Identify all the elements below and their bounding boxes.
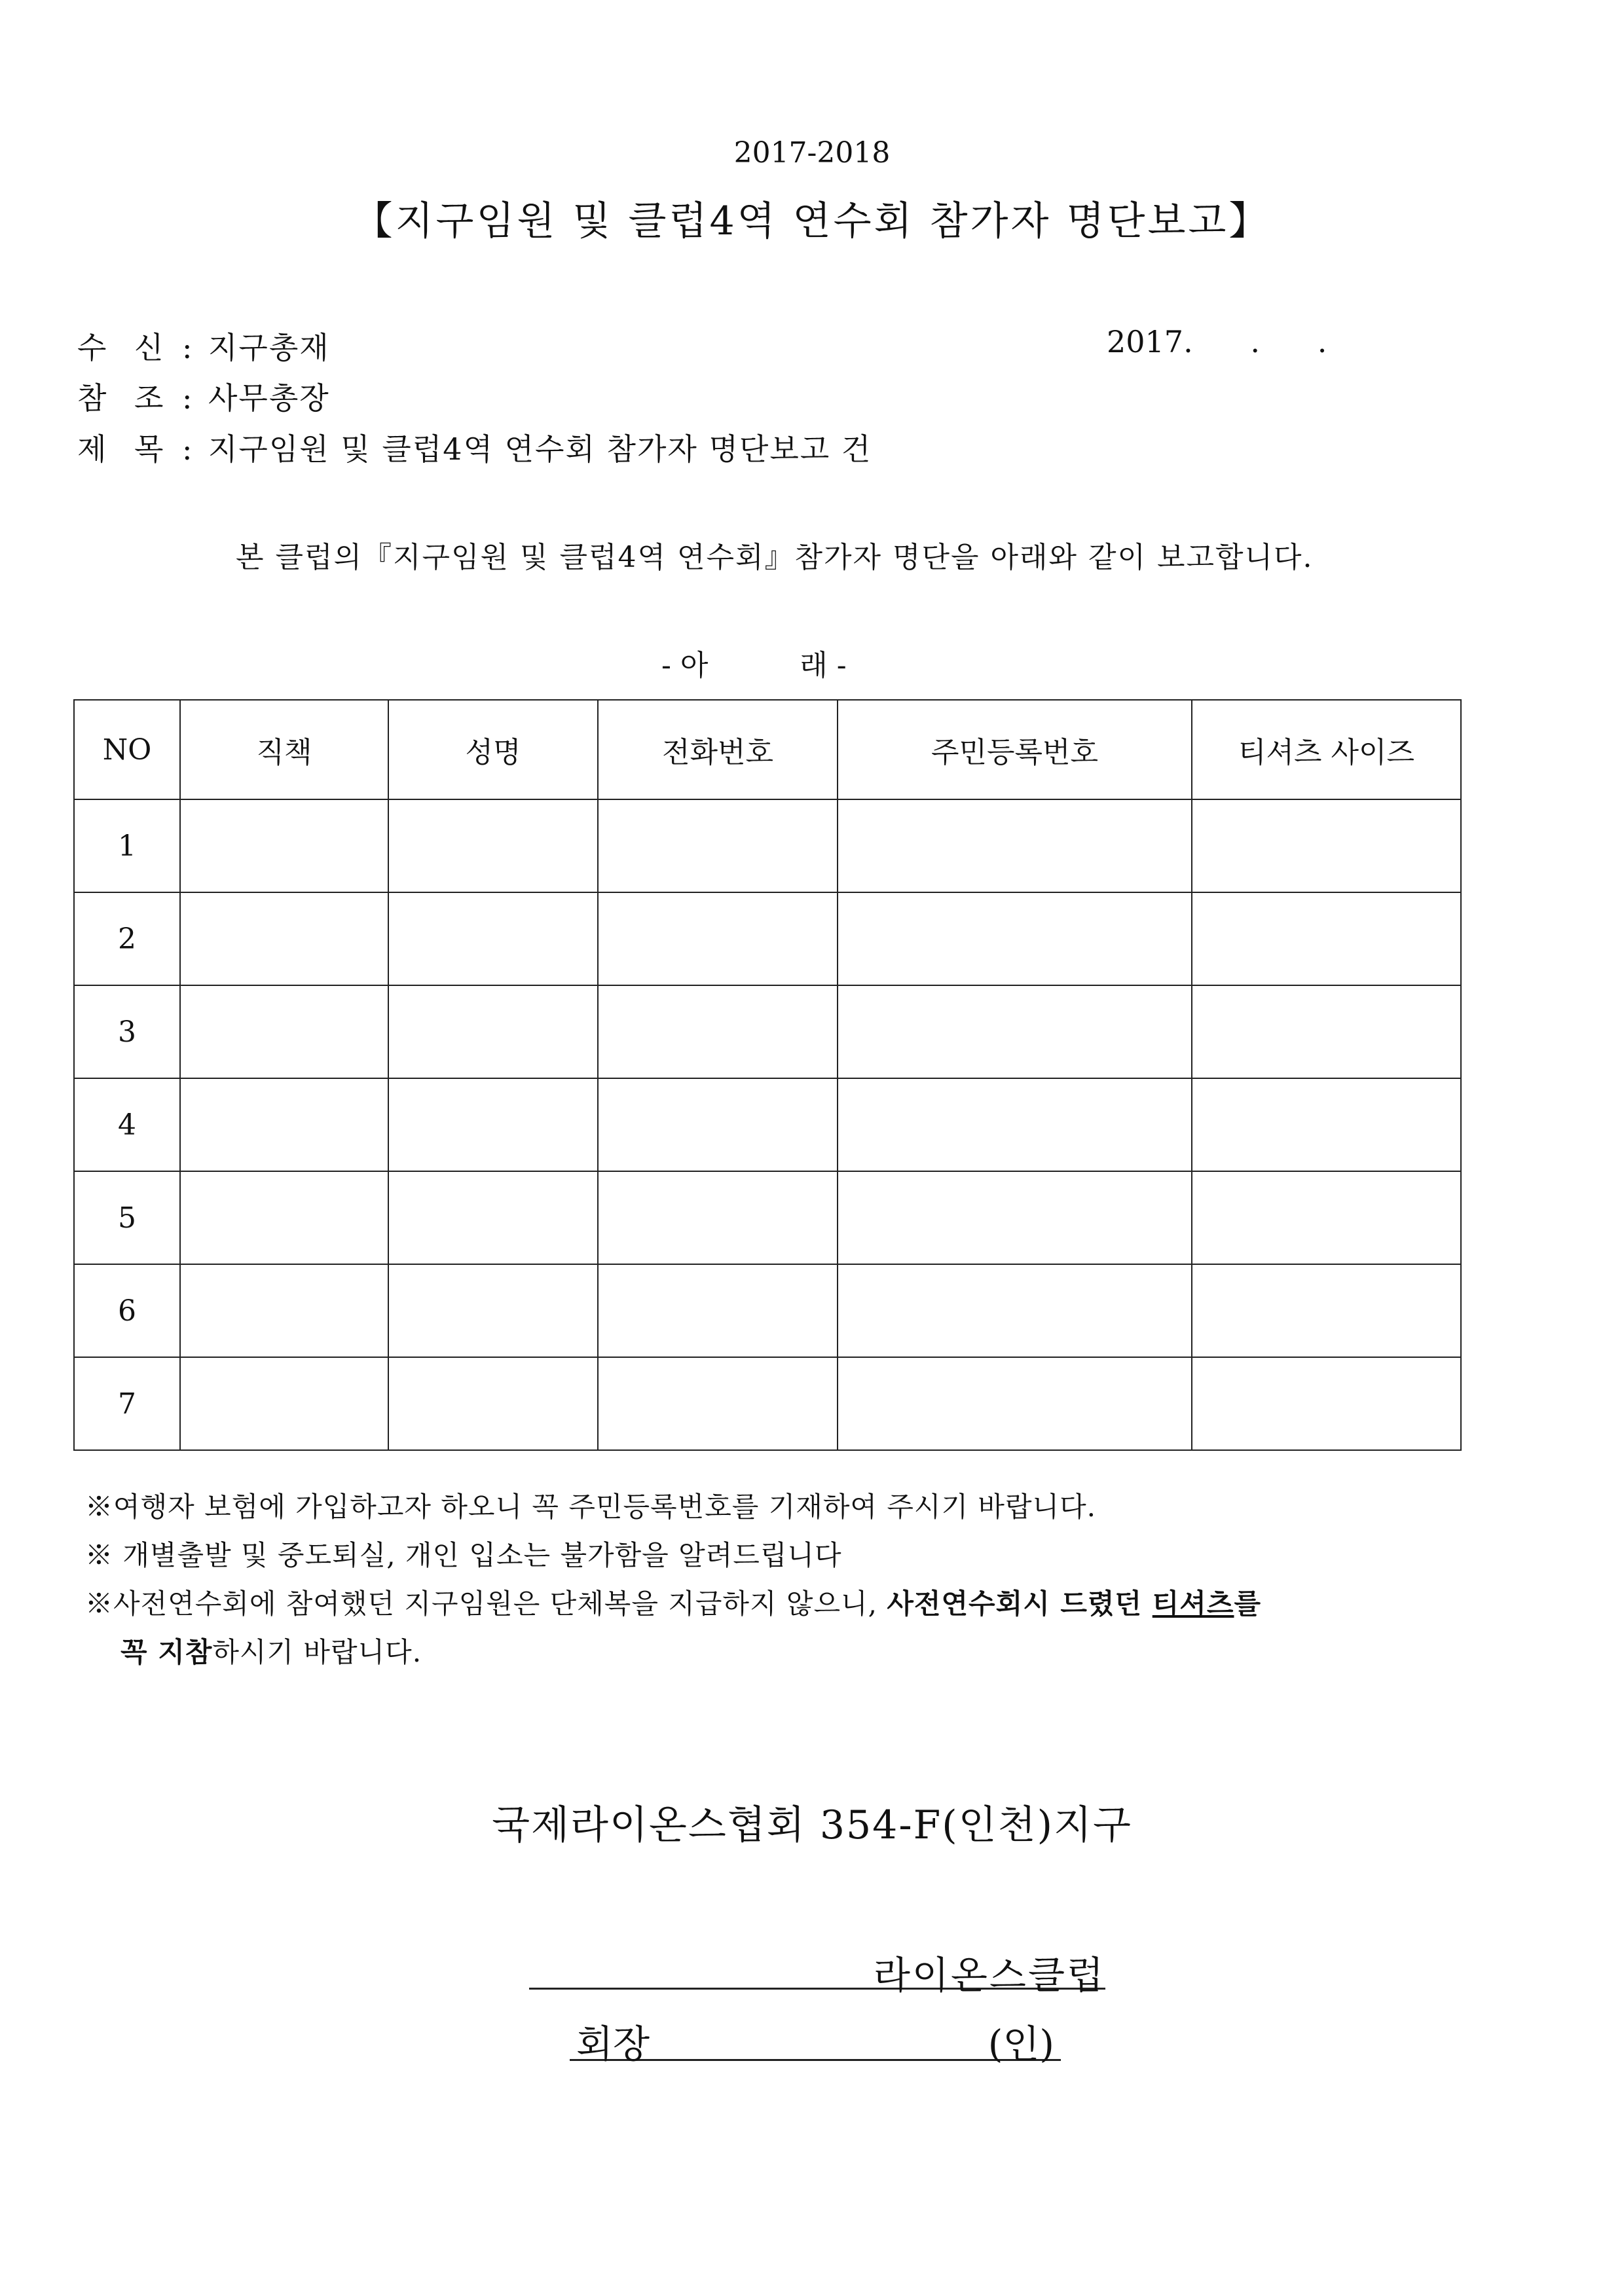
note-tshirt-underlined: 티셔츠	[1152, 1588, 1234, 1620]
below-heading: - 아 래 -	[661, 649, 847, 682]
reference-value: 사무총장	[208, 380, 330, 416]
subject-label: 제 목	[77, 431, 173, 467]
row-number: 2	[74, 892, 180, 985]
cell-phone[interactable]	[598, 892, 838, 985]
row-number: 6	[74, 1264, 180, 1357]
subject-value: 지구임원 및 클럽4역 연수회 참가자 명단보고 건	[208, 431, 872, 467]
cell-tshirt-size[interactable]	[1192, 799, 1461, 892]
seal-mark: (인)	[987, 2022, 1054, 2066]
cell-resident-id[interactable]	[838, 1078, 1192, 1171]
table-row	[74, 1264, 1461, 1357]
notes-block	[85, 1483, 1261, 1677]
note-tshirt-continued	[85, 1628, 1261, 1677]
subject-line	[77, 426, 872, 469]
cell-position[interactable]	[180, 799, 388, 892]
cell-resident-id[interactable]	[838, 1357, 1192, 1450]
col-header-position: 직책	[180, 700, 388, 799]
row-number: 3	[74, 985, 180, 1078]
table-row	[74, 1078, 1461, 1171]
table-header-row	[74, 700, 1461, 799]
cell-phone[interactable]	[598, 1264, 838, 1357]
note-insurance: ※여행자 보험에 가입하고자 하오니 꼭 주민등록번호를 기재하여 주시기 바랍니다.	[85, 1491, 1097, 1523]
col-header-no: NO	[74, 700, 180, 799]
cell-position[interactable]	[180, 1357, 388, 1450]
president-label: 회장	[576, 2022, 650, 2066]
col-header-phone: 전화번호	[598, 700, 838, 799]
cell-phone[interactable]	[598, 1171, 838, 1264]
report-date: 2017. . .	[1107, 324, 1327, 359]
intro-sentence: 본 클럽의『지구임원 및 클럽4역 연수회』참가자 명단을 아래와 같이 보고합니다.	[236, 541, 1314, 574]
cell-name[interactable]	[388, 1171, 598, 1264]
document-title: 【지구임원 및 클럽4역 연수회 참가자 명단보고】	[353, 198, 1271, 244]
reference-line	[77, 374, 330, 418]
cell-tshirt-size[interactable]	[1192, 985, 1461, 1078]
cell-tshirt-size[interactable]	[1192, 1078, 1461, 1171]
note-tshirt-bold: 사전연수회시 드렸던	[887, 1588, 1153, 1620]
colon: :	[182, 330, 194, 365]
row-number: 1	[74, 799, 180, 892]
cell-name[interactable]	[388, 985, 598, 1078]
table-row	[74, 799, 1461, 892]
recipient-line	[77, 324, 330, 367]
colon: :	[182, 380, 194, 416]
table-row	[74, 892, 1461, 985]
cell-resident-id[interactable]	[838, 892, 1192, 985]
table-row	[74, 1171, 1461, 1264]
cell-tshirt-size[interactable]	[1192, 1357, 1461, 1450]
cell-phone[interactable]	[598, 1078, 838, 1171]
table-row	[74, 985, 1461, 1078]
note-bring-rest: 하시기 바랍니다.	[212, 1636, 422, 1668]
note-tshirt-part: ※사전연수회에 참여했던 지구임원은 단체복을 지급하지 않으니,	[85, 1588, 887, 1620]
cell-name[interactable]	[388, 1078, 598, 1171]
table-row	[74, 1357, 1461, 1450]
cell-position[interactable]	[180, 892, 388, 985]
participant-table	[73, 699, 1462, 1451]
club-suffix: 라이온스클럽	[873, 1953, 1105, 1997]
note-tshirt	[85, 1580, 1261, 1628]
cell-position[interactable]	[180, 985, 388, 1078]
cell-resident-id[interactable]	[838, 1171, 1192, 1264]
cell-tshirt-size[interactable]	[1192, 1264, 1461, 1357]
cell-name[interactable]	[388, 1264, 598, 1357]
cell-phone[interactable]	[598, 799, 838, 892]
club-name-field	[529, 1944, 1105, 1997]
cell-resident-id[interactable]	[838, 985, 1192, 1078]
recipient-value: 지구총재	[208, 330, 330, 365]
row-number: 7	[74, 1357, 180, 1450]
col-header-tshirt-size: 티셔츠 사이즈	[1192, 700, 1461, 799]
cell-phone[interactable]	[598, 985, 838, 1078]
cell-name[interactable]	[388, 1357, 598, 1450]
cell-position[interactable]	[180, 1078, 388, 1171]
note-tshirt-bold-end: 를	[1234, 1588, 1262, 1620]
cell-name[interactable]	[388, 799, 598, 892]
cell-name[interactable]	[388, 892, 598, 985]
reference-label: 참 조	[77, 380, 173, 416]
report-year: 2017-2018	[733, 136, 891, 170]
cell-tshirt-size[interactable]	[1192, 1171, 1461, 1264]
row-number: 4	[74, 1078, 180, 1171]
cell-position[interactable]	[180, 1264, 388, 1357]
note-bring-bold: 꼭 지참	[120, 1636, 213, 1668]
col-header-resident-id: 주민등록번호	[838, 700, 1192, 799]
note-no-individual: ※ 개별출발 및 중도퇴실, 개인 입소는 불가함을 알려드립니다	[85, 1539, 842, 1571]
colon: :	[182, 431, 194, 467]
cell-position[interactable]	[180, 1171, 388, 1264]
president-field	[570, 2013, 1061, 2066]
cell-resident-id[interactable]	[838, 1264, 1192, 1357]
recipient-label: 수 신	[77, 330, 173, 365]
cell-resident-id[interactable]	[838, 799, 1192, 892]
row-number: 5	[74, 1171, 180, 1264]
district-name: 국제라이온스협회 354-F(인천)지구	[492, 1802, 1132, 1848]
cell-phone[interactable]	[598, 1357, 838, 1450]
cell-tshirt-size[interactable]	[1192, 892, 1461, 985]
col-header-name: 성명	[388, 700, 598, 799]
